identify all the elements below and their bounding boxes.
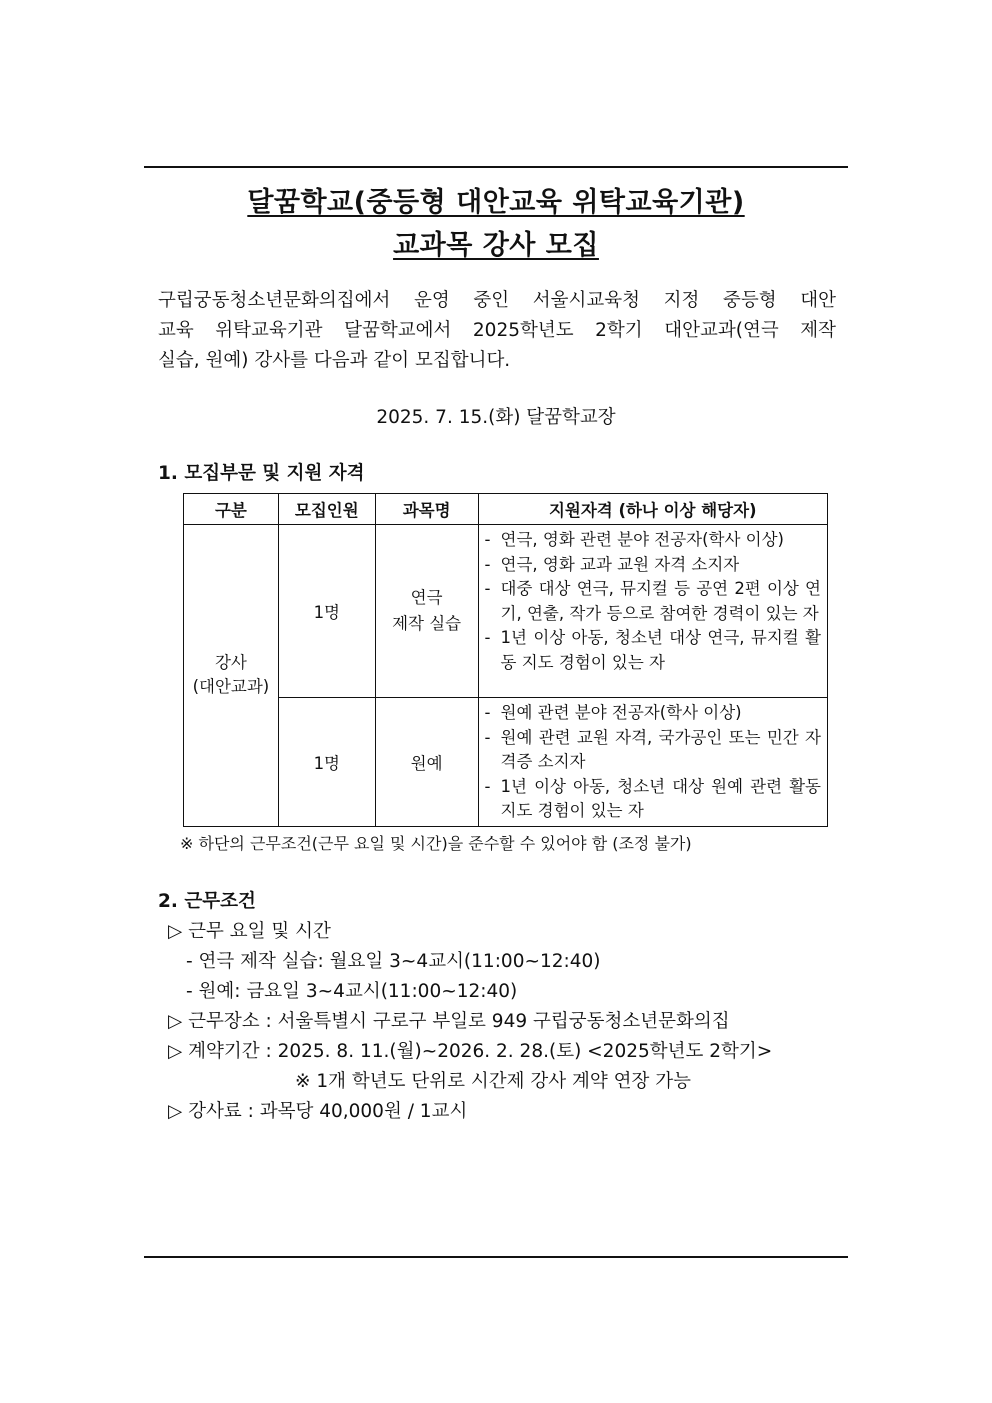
- header-category: 구분: [184, 494, 279, 525]
- qualification-text: 대중 대상 연극, 뮤지컬 등 공연 2편 이상 연기, 연출, 작가 등으로 참여한 경력이 있는 자: [500, 579, 821, 623]
- bullet-dash: -: [484, 530, 491, 549]
- qualification-item: [485, 577, 821, 626]
- intro-line-1: 구립궁동청소년문화의집에서 운영 중인 서울시교육청 지정 중등형 대안: [158, 290, 836, 311]
- qualification-cell: [478, 525, 827, 698]
- subject-cell: [375, 525, 478, 698]
- table-row: [184, 698, 828, 827]
- page-subtitle: [0, 223, 992, 262]
- contract-period: ▷ 계약기간 : 2025. 8. 11.(월)~2026. 2. 28.(토) <2025학년도 2학기>: [168, 1041, 773, 1062]
- count-cell: 1명: [278, 525, 375, 698]
- subject-cell: [375, 698, 478, 827]
- bullet-dash: -: [484, 776, 491, 796]
- count-cell: 1명: [278, 698, 375, 827]
- section-1-heading: 1. 모집부문 및 지원 자격: [158, 463, 365, 484]
- qualification-text: 원예 관련 교원 자격, 국가공인 또는 민간 자격증 소지자: [500, 727, 821, 771]
- header-qualification: 지원자격 (하나 이상 해당자): [478, 494, 827, 525]
- table-header-row: [184, 494, 828, 525]
- category-cell: [184, 525, 279, 827]
- lecture-fee: ▷ 강사료 : 과목당 40,000원 / 1교시: [168, 1101, 468, 1122]
- subject-line-1: 연극: [410, 588, 443, 607]
- contract-note: ※ 1개 학년도 단위로 시간제 강사 계약 연장 가능: [295, 1071, 691, 1092]
- qualification-item: [485, 726, 821, 775]
- schedule-item-drama: - 연극 제작 실습: 월요일 3~4교시(11:00~12:40): [186, 951, 601, 972]
- qualification-item: [485, 626, 821, 675]
- category-sublabel: (대안교과): [192, 677, 270, 697]
- bullet-dash: -: [484, 628, 491, 647]
- qualification-text: 연극, 영화 교과 교원 자격 소지자: [500, 554, 740, 574]
- intro-line-2: 교육 위탁교육기관 달꿈학교에서 2025학년도 2학기 대안교과(연극 제작: [158, 320, 836, 341]
- intro-line-3: 실습, 원예) 강사를 다음과 같이 모집합니다.: [158, 350, 511, 371]
- header-count: 모집인원: [278, 494, 375, 525]
- bullet-dash: -: [484, 554, 491, 574]
- subject-line-1: 원예: [410, 753, 443, 773]
- page-title: [0, 180, 992, 219]
- qualification-item: [485, 528, 821, 553]
- qualification-text: 연극, 영화 관련 분야 전공자(학사 이상): [500, 530, 784, 549]
- qualification-text: 1년 이상 아동, 청소년 대상 원예 관련 활동 지도 경험이 있는 자: [500, 776, 821, 820]
- schedule-heading: ▷ 근무 요일 및 시간: [168, 921, 331, 942]
- bottom-rule: [144, 1256, 848, 1258]
- subject-line-2: 제작 실습: [392, 614, 462, 633]
- top-rule: [144, 166, 848, 168]
- qualification-cell: [478, 698, 827, 827]
- title-line-2: 교과목 강사 모집: [393, 230, 599, 261]
- category-label: 강사: [214, 653, 247, 673]
- qualification-item: [485, 775, 821, 824]
- bullet-dash: -: [484, 727, 491, 747]
- recruitment-table: [183, 493, 828, 827]
- bullet-dash: -: [484, 579, 491, 598]
- schedule-item-gardening: - 원예: 금요일 3~4교시(11:00~12:40): [186, 981, 518, 1002]
- header-subject: 과목명: [375, 494, 478, 525]
- qualification-text: 원예 관련 분야 전공자(학사 이상): [500, 703, 742, 722]
- work-location: ▷ 근무장소 : 서울특별시 구로구 부일로 949 구립궁동청소년문화의집: [168, 1011, 730, 1032]
- title-line-1: 달꿈학교(중등형 대안교육 위탁교육기관): [247, 187, 745, 218]
- qualification-item: [485, 701, 821, 726]
- qualification-item: [485, 553, 821, 578]
- table-row: [184, 525, 828, 698]
- qualification-text: 1년 이상 아동, 청소년 대상 연극, 뮤지컬 활동 지도 경험이 있는 자: [500, 628, 821, 672]
- date-signature: 2025. 7. 15.(화) 달꿈학교장: [376, 407, 616, 428]
- section-2-heading: 2. 근무조건: [158, 891, 256, 912]
- table-footnote: ※ 하단의 근무조건(근무 요일 및 시간)을 준수할 수 있어야 함 (조정 불가): [180, 834, 692, 853]
- bullet-dash: -: [484, 703, 491, 722]
- intro-paragraph: [158, 286, 836, 376]
